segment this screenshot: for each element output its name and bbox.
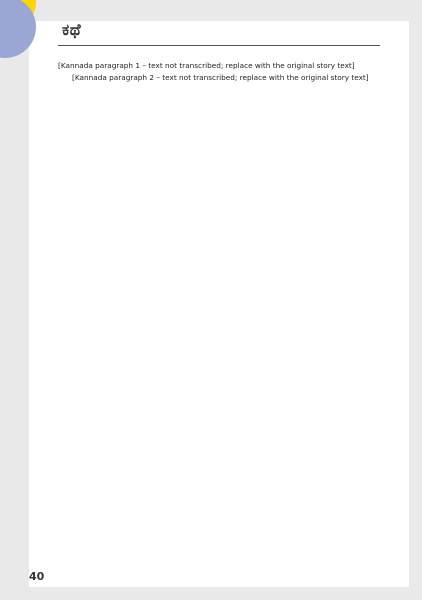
page-border-left [0, 0, 29, 600]
page-border-bottom [0, 587, 422, 600]
section-title: ಕಥೆ [62, 20, 82, 39]
page-border-top [0, 0, 422, 21]
story-paragraph: [Kannada paragraph 1 – text not transcribed; replace with the original story text] [58, 61, 355, 70]
story-body [58, 60, 380, 560]
decorative-blue-circle [0, 0, 36, 58]
page-number: 40 [29, 570, 45, 583]
story-paragraph: [Kannada paragraph 2 – text not transcribed; replace with the original story text] [72, 72, 369, 82]
page-border-right [409, 0, 422, 600]
header-rule [58, 45, 380, 46]
